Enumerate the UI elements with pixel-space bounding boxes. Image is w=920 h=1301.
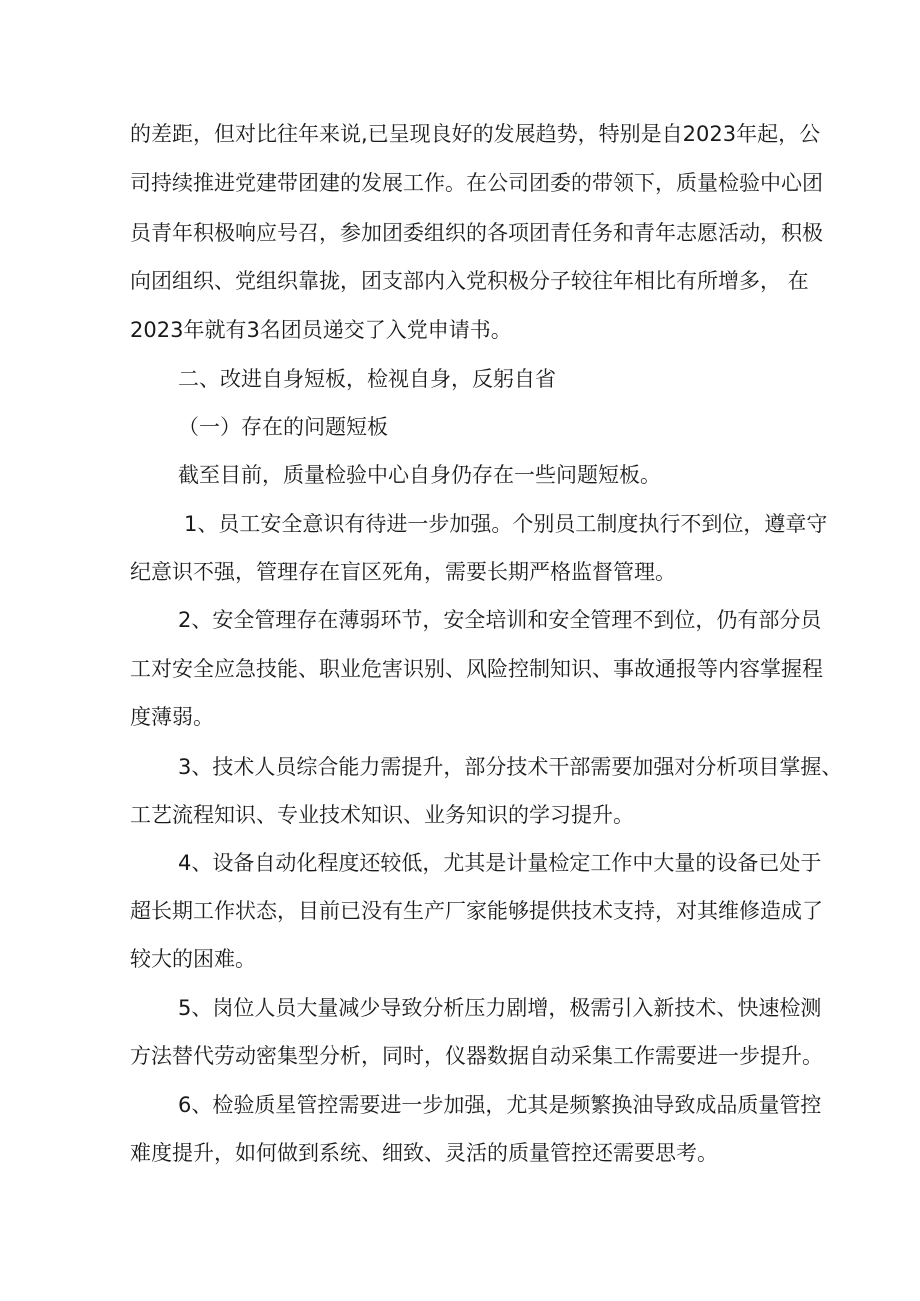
text-line: 较大的困难。	[130, 947, 256, 971]
text-line: 度薄弱。	[130, 705, 214, 729]
list-item-line: 2、安全管理存在薄弱环节，安全培训和安全管理不到位，仍有部分员	[178, 608, 822, 632]
text-line: 超长期工作状态，目前已没有生产厂家能够提供技术支持，对其维修造成了	[130, 899, 823, 923]
text-line: 纪意识不强，管理存在盲区死角，需要长期严格监督管理。	[130, 560, 676, 584]
text-line: 的差距，但对比往年来说,已呈现良好的发展趋势，特别是自2023年起，公	[130, 122, 821, 146]
text-line: 员青年积极响应号召，参加团委组织的各项团青任务和青年志愿活动，积极	[130, 221, 823, 245]
text-line: 截至目前，质量检验中心自身仍存在一些问题短板。	[178, 463, 661, 487]
text-line: 工对安全应急技能、职业危害识别、风险控制知识、事故通报等内容掌握程	[130, 657, 823, 681]
text-line: 2023年就有3名团员递交了入党申请书。	[130, 318, 512, 342]
text-line: 向团组织、党组织靠拢，团支部内入党积极分子较往年相比有所增多， 在	[130, 269, 809, 293]
text-line: 方法替代劳动密集型分析，同时，仪器数据自动采集工作需要进一步提升。	[130, 1044, 823, 1068]
list-item-line: 1、员工安全意识有待进一步加强。个别员工制度执行不到位，遵章守	[184, 512, 828, 536]
list-item-line: 4、设备自动化程度还较低，尤其是计量检定工作中大量的设备已处于	[178, 851, 822, 875]
list-item-line: 6、检验质星管控需要进一步加强，尤其是频繁换油导致成品质量管控	[178, 1093, 822, 1117]
text-line: 司持续推进党建带团建的发展工作。在公司团委的带领下，质量检验中心团	[130, 171, 823, 195]
subsection-heading: （一）存在的问题短板	[178, 415, 388, 439]
list-item-line: 3、技术人员综合能力需提升，部分技术干部需要加强对分析项目掌握、	[178, 755, 843, 779]
section-heading: 二、改进自身短板，检视自身，反躬自省	[178, 367, 556, 391]
list-item-line: 5、岗位人员大量减少导致分析压力剧增，极需引入新技术、快速检测	[178, 996, 822, 1020]
text-line: 工艺流程知识、专业技术知识、业务知识的学习提升。	[130, 803, 634, 827]
text-line: 难度提升，如何做到系统、细致、灵活的质量管控还需要思考。	[130, 1141, 718, 1165]
